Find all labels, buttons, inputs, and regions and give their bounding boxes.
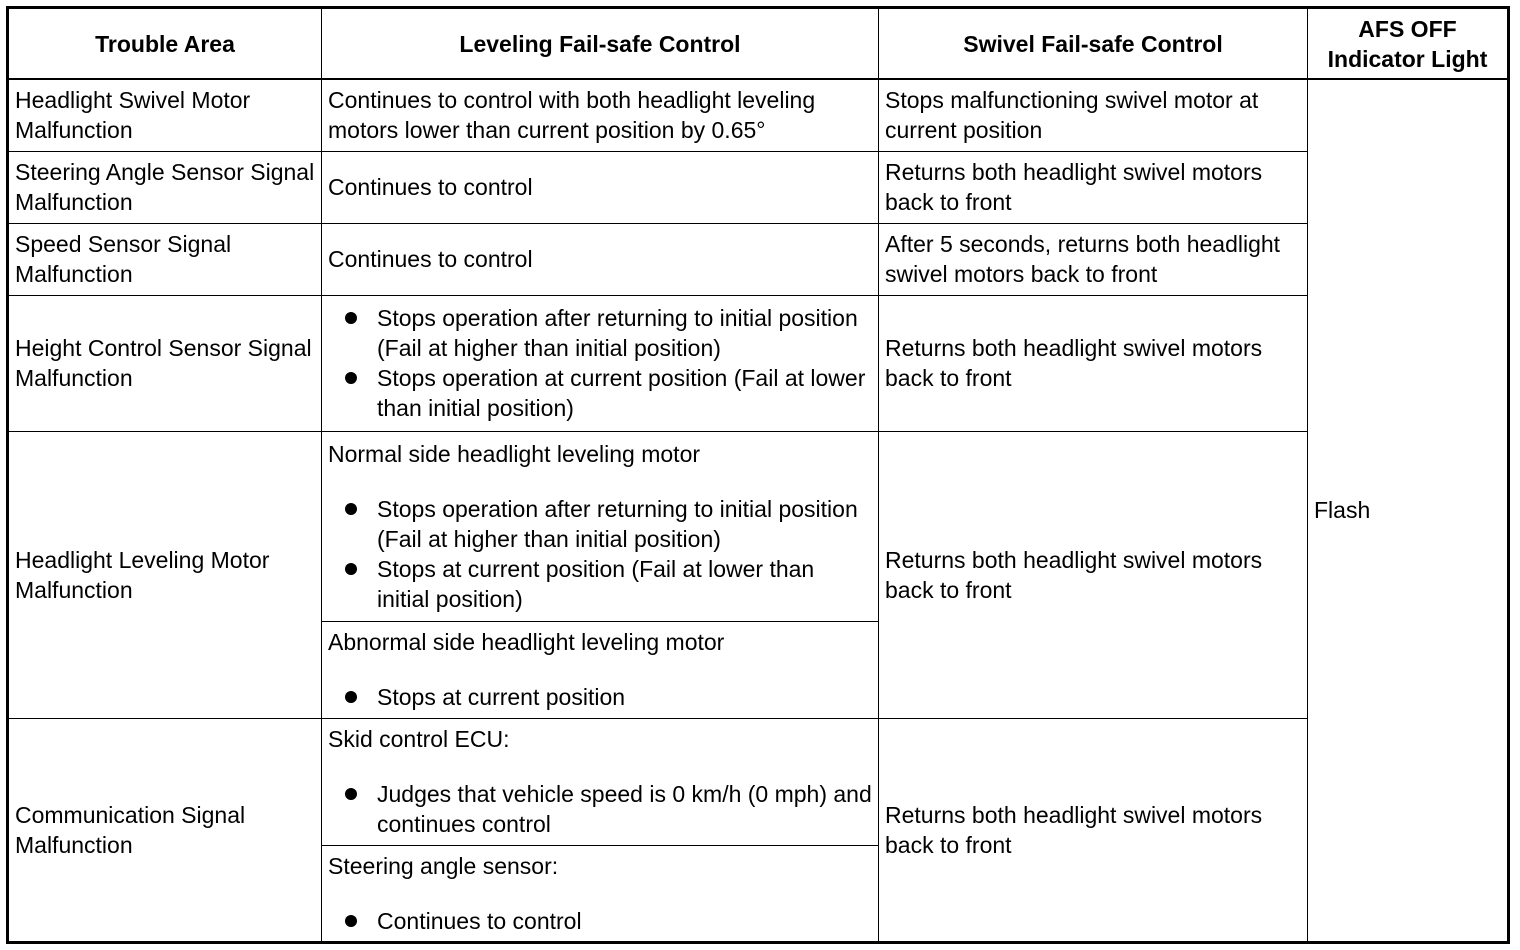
afs-indicator-cell: Flash: [1308, 79, 1509, 942]
swivel-cell: Returns both headlight swivel motors back to front: [879, 431, 1308, 718]
bullet-item: [328, 363, 872, 423]
header-afs-indicator: [1308, 8, 1509, 80]
trouble-area-cell: Speed Sensor Signal Malfunction: [8, 223, 322, 295]
leveling-cell-skid-ecu: [322, 718, 879, 845]
table-row: [8, 79, 1509, 151]
header-row: [8, 8, 1509, 80]
header-trouble-area: Trouble Area: [8, 8, 322, 80]
abnormal-side-heading: Abnormal side headlight leveling motor: [328, 629, 725, 655]
swivel-cell: Returns both headlight swivel motors back to front: [879, 151, 1308, 223]
bullet-dot-icon: [345, 915, 357, 927]
leveling-cell: Continues to control: [322, 223, 879, 295]
bullet-list: [328, 494, 872, 614]
bullet-item: [328, 303, 872, 363]
header-swivel: Swivel Fail-safe Control: [879, 8, 1308, 80]
bullet-item: [328, 554, 872, 614]
bullet-item: [328, 779, 872, 839]
bullet-text: Stops operation after returning to initial position (Fail at higher than initial position): [377, 495, 858, 552]
table-row: [8, 223, 1509, 295]
swivel-cell: Stops malfunctioning swivel motor at current position: [879, 79, 1308, 151]
bullet-dot-icon: [345, 503, 357, 515]
header-afs-line2: Indicator Light: [1327, 45, 1488, 72]
bullet-dot-icon: [345, 312, 357, 324]
bullet-text: Continues to control: [377, 907, 582, 934]
bullet-text: Stops operation after returning to initial position (Fail at higher than initial position): [377, 305, 858, 361]
bullet-item: [328, 494, 872, 554]
bullet-text: Stops at current position: [377, 684, 626, 710]
bullet-list: [328, 906, 872, 936]
table-row: [8, 151, 1509, 223]
trouble-area-cell: Headlight Swivel Motor Malfunction: [8, 79, 322, 151]
bullet-dot-icon: [345, 788, 357, 800]
trouble-area-cell: Communication Signal Malfunction: [8, 718, 322, 942]
bullet-dot-icon: [345, 372, 357, 384]
trouble-area-cell: Headlight Leveling Motor Malfunction: [8, 431, 322, 718]
normal-side-heading: Normal side headlight leveling motor: [328, 440, 701, 467]
trouble-area-cell: Steering Angle Sensor Signal Malfunction: [8, 151, 322, 223]
leveling-cell: Continues to control with both headlight leveling motors lower than current position by 0.65°: [322, 79, 879, 151]
bullet-list: [328, 779, 872, 839]
bullet-text: Stops at current position (Fail at lower than initial position): [377, 555, 815, 612]
swivel-cell: Returns both headlight swivel motors back to front: [879, 295, 1308, 431]
bullet-dot-icon: [345, 563, 357, 575]
swivel-cell: Returns both headlight swivel motors back to front: [879, 718, 1308, 942]
table-row: [8, 718, 1509, 845]
leveling-cell-normal-side: [322, 431, 879, 621]
bullet-item: [328, 682, 872, 712]
bullet-text: Judges that vehicle speed is 0 km/h (0 mph) and continues control: [377, 781, 872, 837]
bullet-item: [328, 906, 872, 936]
swivel-cell: After 5 seconds, returns both headlight swivel motors back to front: [879, 223, 1308, 295]
leveling-cell: [322, 295, 879, 431]
bullet-list: [328, 303, 872, 423]
leveling-cell-abnormal-side: [322, 621, 879, 718]
header-afs-line1: AFS OFF: [1358, 15, 1457, 42]
header-leveling: Leveling Fail-safe Control: [322, 8, 879, 80]
table-row: [8, 431, 1509, 621]
trouble-area-cell: Height Control Sensor Signal Malfunction: [8, 295, 322, 431]
leveling-cell-steering-sensor: [322, 845, 879, 942]
steering-sensor-heading: Steering angle sensor:: [328, 852, 559, 879]
bullet-dot-icon: [345, 691, 357, 703]
bullet-text: Stops operation at current position (Fail at lower than initial position): [377, 365, 866, 421]
bullet-list: [328, 682, 872, 712]
leveling-cell: Continues to control: [322, 151, 879, 223]
skid-ecu-heading: Skid control ECU:: [328, 726, 510, 752]
table-row: [8, 295, 1509, 431]
failsafe-table: [6, 6, 1510, 944]
